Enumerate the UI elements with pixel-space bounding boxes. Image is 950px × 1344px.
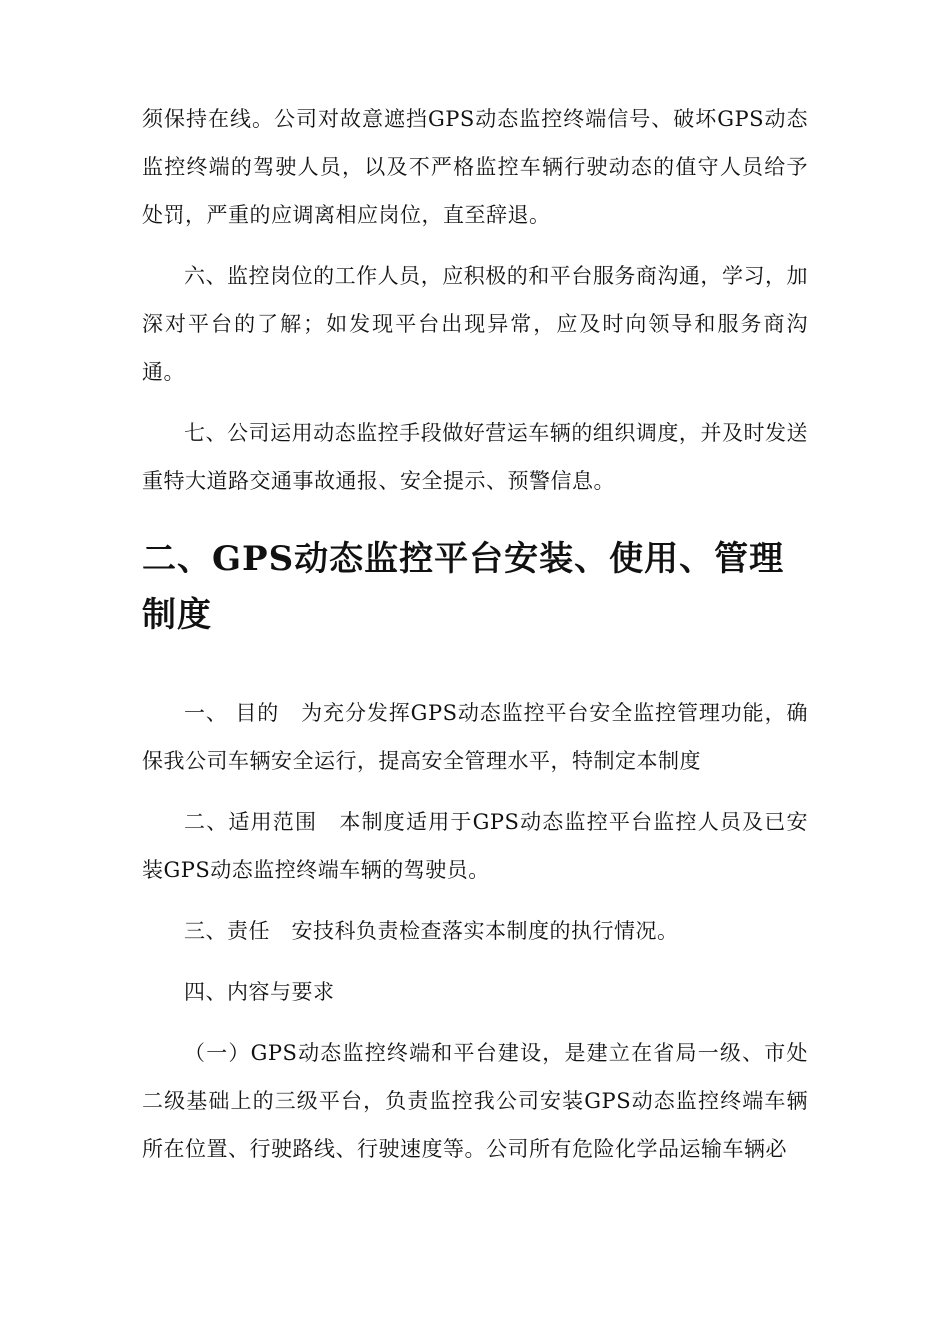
paragraph-scope: 二、适用范围 本制度适用于GPS动态监控平台监控人员及已安装GPS动态监控终端车辆的驾驶员。	[142, 810, 808, 882]
paragraph-item-seven: 七、公司运用动态监控手段做好营运车辆的组织调度，并及时发送重特大道路交通事故通报、安全提示、预警信息。	[142, 421, 808, 493]
paragraph-responsibility: 三、责任 安技科负责检查落实本制度的执行情况。	[184, 919, 679, 943]
paragraph-purpose: 一、 目的 为充分发挥GPS动态监控平台安全监控管理功能，确保我公司车辆安全运行，提高安全管理水平，特制定本制度	[142, 701, 808, 773]
paragraph-content-requirements: 四、内容与要求	[184, 980, 335, 1004]
section-heading: 二、GPS动态监控平台安装、使用、管理制度	[142, 539, 785, 635]
paragraph-item-six: 六、监控岗位的工作人员，应积极的和平台服务商沟通，学习，加深对平台的了解；如发现平台出现异常，应及时向领导和服务商沟通。	[142, 264, 808, 384]
paragraph-subitem-one: （一）GPS动态监控终端和平台建设，是建立在省局一级、市处二级基础上的三级平台，负责监控我公司安装GPS动态监控终端车辆所在位置、行驶路线、行驶速度等。公司所有危险化学品运输车辆必	[142, 1041, 808, 1161]
paragraph-continuation: 须保持在线。公司对故意遮挡GPS动态监控终端信号、破坏GPS动态监控终端的驾驶人员，以及不严格监控车辆行驶动态的值守人员给予处罚，严重的应调离相应岗位，直至辞退。	[142, 107, 808, 227]
